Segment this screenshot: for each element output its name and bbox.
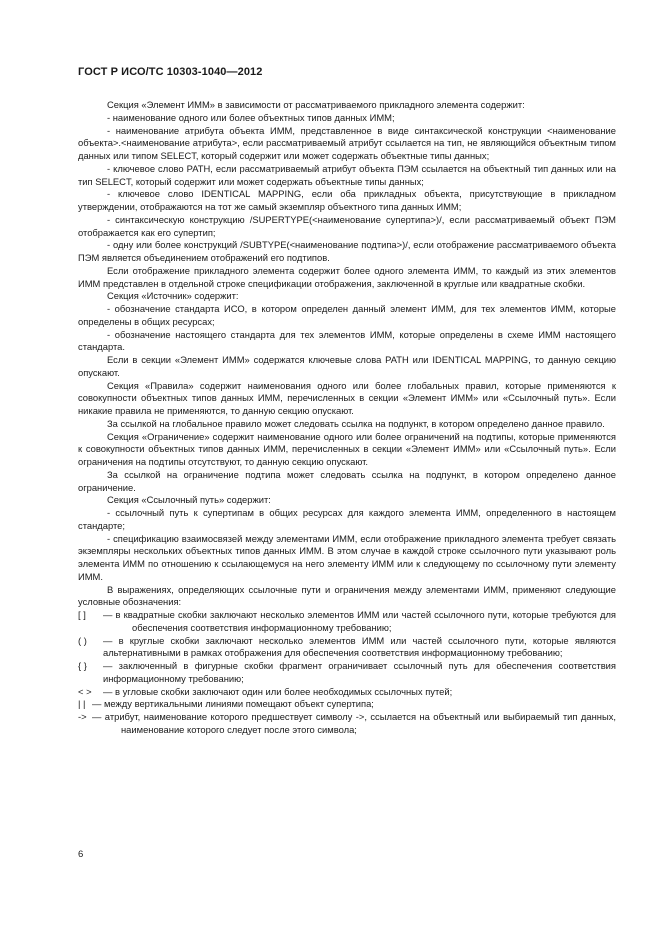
list-item: - наименование атрибута объекта ИММ, представленное в виде синтаксической конструкции <наименование объекта>.<наименование атрибута>, если рассматриваемый атрибут ссылается на тип, не являющийся объектным типом данных или типом SELECT, который содержит или может содержать объектные типы данных;: [78, 124, 616, 161]
definition-item: [78, 686, 616, 699]
definition-symbol: < >: [78, 685, 92, 697]
paragraph: Если в секции «Элемент ИММ» содержатся ключевые слова PATH или IDENTICAL MAPPING, то данную секцию опускают.: [78, 354, 616, 378]
definition-item: [78, 711, 616, 737]
list-item: - обозначение стандарта ИСО, в котором определен данный элемент ИММ, для тех элементов ИММ, которые определены в общих ресурсах;: [78, 303, 616, 327]
paragraph: Секция «Ссылочный путь» содержит:: [107, 494, 271, 506]
definition-item: [78, 609, 616, 635]
paragraph: За ссылкой на глобальное правило может следовать ссылка на подпункт, в котором определено данное правило.: [107, 417, 605, 429]
definition-text: — в квадратные скобки заключают несколько элементов ИММ или частей ссылочного пути, которые требуются для обеспечения соответствия информационному требованию;: [103, 609, 616, 633]
definition-item: [78, 635, 616, 661]
list-item: - обозначение настоящего стандарта для тех элементов ИММ, которые определены в схеме ИММ настоящего стандарта.: [78, 328, 616, 353]
definition-text: — заключенный в фигурные скобки фрагмент ограничивает ссылочный путь для обеспечения соответствия информационному требованию;: [103, 660, 616, 684]
definition-symbol: { }: [78, 660, 87, 671]
list-item: - ссылочный путь к супертипам в общих ресурсах для каждого элемента ИММ, определенного в настоящем стандарте;: [78, 507, 616, 531]
page-header: ГОСТ Р ИСО/ТС 10303-1040—2012: [78, 66, 263, 78]
definition-text: — между вертикальными линиями помещают объект супертипа;: [92, 698, 374, 710]
definition-item: [78, 698, 616, 711]
page-number: 6: [78, 849, 84, 860]
list-item: - наименование одного или более объектных типов данных ИММ;: [107, 111, 395, 123]
list-item: - одну или более конструкций /SUBTYPE(<наименование подтипа>)/, если отображение рассматриваемого объекта ПЭМ является объединением отображений его подтипов.: [78, 239, 616, 263]
list-item: - синтаксическую конструкцию /SUPERTYPE(<наименование супертипа>)/, если рассматриваемый объект ПЭМ отображается как его супертип;: [78, 213, 616, 238]
list-item: - ключевое слово IDENTICAL MAPPING, если оба прикладных объекта, присутствующие в прикладном утверждении, отображаются на тот же самый экземпляр объектного типа данных ИММ;: [78, 188, 616, 212]
list-item: - ключевое слово PATH, если рассматриваемый атрибут объекта ПЭМ ссылается на объектный тип данных или на тип SELECT, который содержит или может содержать объектные типы данных;: [78, 162, 616, 187]
definition-text: — в круглые скобки заключают несколько элементов ИММ или частей ссылочного пути, которые являются альтернативными в рамках отображения для обеспечения соответствия информационному требованию;: [103, 634, 616, 659]
definition-text: — атрибут, наименование которого предшествует символу ->, ссылается на объектный или выбираемый тип данных, наименование которого следует после этого символа;: [92, 711, 616, 735]
definition-text: — в угловые скобки заключают один или более необходимых ссылочных путей;: [103, 685, 453, 697]
paragraph: Секция «Ограничение» содержит наименование одного или более ограничений на подтипы, которые применяются к совокупности объектных типов данных ИММ, перечисленных в секции «Элемент ИММ» или «Ссылочный путь». Если ограничения на подтипы отсутствуют, то данную секцию опускают.: [78, 430, 616, 467]
definition-symbol: [ ]: [78, 609, 86, 620]
definition-item: [78, 660, 616, 686]
paragraph: Если отображение прикладного элемента содержит более одного элемента ИММ, то каждый из этих элементов ИММ представлен в отдельной строке спецификации отображения, заключенной в круглые или квадратные скобки.: [78, 264, 616, 289]
paragraph: В выражениях, определяющих ссылочные пути и ограничения между элементами ИММ, применяют следующие условные обозначения:: [78, 583, 616, 608]
paragraph: Секция «Элемент ИММ» в зависимости от рассматриваемого прикладного элемента содержит:: [107, 99, 525, 110]
document-body: [78, 99, 616, 737]
paragraph: Секция «Правила» содержит наименования одного или более глобальных правил, которые применяются к совокупности объектных типов данных ИММ, перечисленных в секции «Элемент ИММ» или «Ссылочный путь». Если никакие правила не применяются, то данную секцию опускают.: [78, 379, 616, 416]
definition-symbol: | |: [78, 698, 86, 710]
paragraph: Секция «Источник» содержит:: [107, 290, 239, 302]
paragraph: За ссылкой на ограничение подтипа может следовать ссылка на подпункт, в котором определено данное ограничение.: [78, 468, 616, 493]
list-item: - спецификацию взаимосвязей между элементами ИММ, если отображение прикладного элемента требует связать экземпляры нескольких объектных типов данных ИММ. В этом случае в каждой строке ссылочного пути указывают роль элемента ИММ по отношению к ссылающемуся на него элементу ИММ или к следующему по ссылочному пути элементу ИММ.: [78, 532, 616, 582]
definition-symbol: ->: [78, 711, 87, 722]
definition-symbol: ( ): [78, 634, 87, 646]
